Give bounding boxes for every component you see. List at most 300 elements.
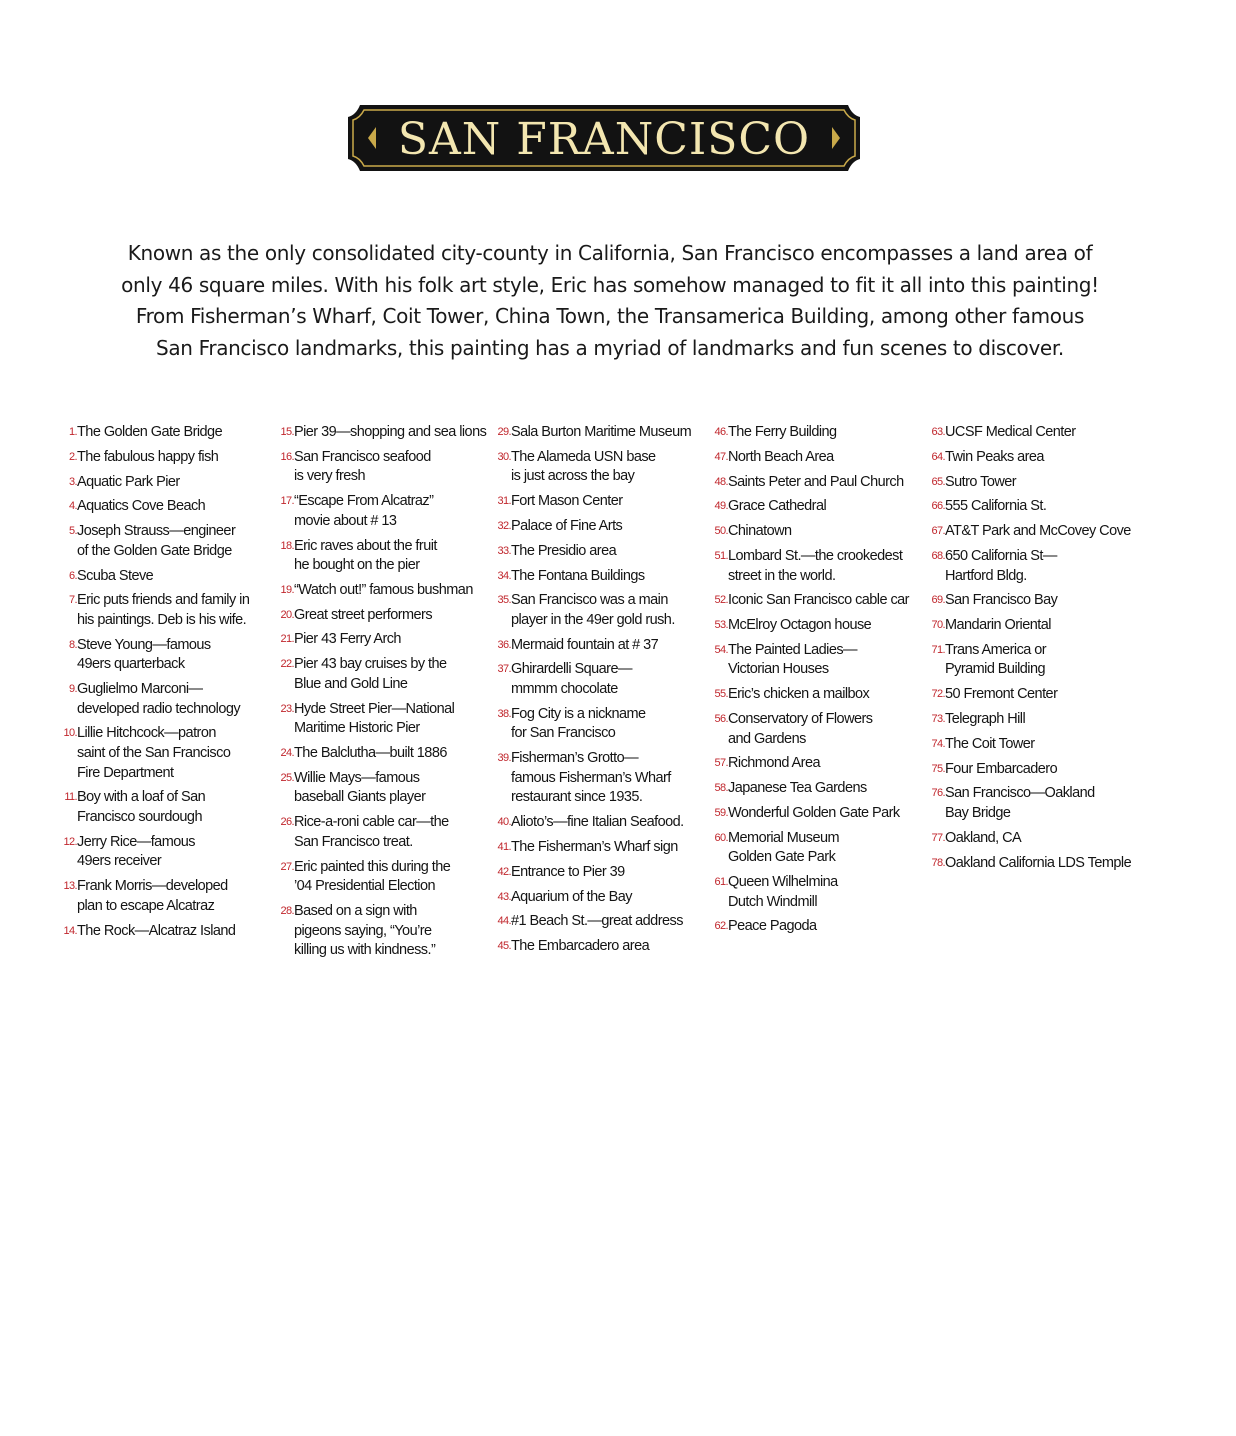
landmark-line: Eric painted this during the [294, 858, 451, 875]
landmark-line: 49ers receiver [77, 853, 162, 870]
landmark-line: Joseph Strauss—engineer [77, 523, 236, 540]
landmark-number: 33. [497, 544, 511, 557]
landmark-line: San Francisco seafood [294, 448, 431, 465]
landmark-item [707, 547, 925, 586]
landmark-line: Dutch Windmill [728, 893, 817, 910]
landmark-line: McElroy Octagon house [728, 617, 872, 634]
landmark-number: 38. [497, 707, 511, 720]
landmark-item [490, 937, 708, 957]
landmark-line: “Escape From Alcatraz” [294, 493, 434, 510]
landmark-number: 48. [714, 475, 728, 488]
landmark-line: The Alameda USN base [511, 448, 656, 465]
landmark-number: 31. [497, 495, 511, 508]
landmark-line: The Embarcadero area [511, 938, 650, 955]
landmark-text [294, 744, 491, 764]
intro-paragraph [110, 238, 1110, 364]
landmark-line: Entrance to Pier 39 [511, 863, 625, 880]
landmark-line: Wonderful Golden Gate Park [728, 804, 900, 821]
landmark-number: 43. [497, 890, 511, 903]
landmark-line: Chinatown [728, 523, 792, 540]
landmark-text [511, 542, 708, 562]
landmark-number: 55. [714, 688, 728, 701]
landmark-column-3 [490, 423, 708, 962]
landmark-number: 69. [931, 594, 945, 607]
landmark-number: 52. [714, 594, 728, 607]
landmark-number: 13. [63, 880, 77, 893]
landmark-line: San Francisco—Oakland [945, 785, 1095, 802]
landmark-line: killing us with kindness.” [294, 942, 436, 959]
landmark-text [77, 473, 274, 493]
landmark-item [490, 813, 708, 833]
landmark-item [273, 813, 491, 852]
landmark-line: The Golden Gate Bridge [77, 424, 223, 440]
landmark-line: Iconic San Francisco cable car [728, 592, 909, 609]
landmark-number: 41. [497, 840, 511, 853]
landmark-number: 32. [497, 519, 511, 532]
landmark-text [294, 630, 491, 650]
landmark-line: is just across the bay [511, 468, 635, 485]
landmark-text [945, 522, 1142, 542]
landmark-column-2 [273, 423, 491, 966]
landmark-number: 60. [714, 831, 728, 844]
landmark-item [490, 838, 708, 858]
landmark-item [924, 423, 1142, 443]
landmark-item [273, 902, 491, 961]
landmark-line: is very fresh [294, 468, 366, 485]
landmark-line: Frank Morris—developed [77, 878, 228, 895]
landmark-item [490, 492, 708, 512]
landmark-item [707, 591, 925, 611]
landmark-line: 50 Fremont Center [945, 686, 1058, 703]
landmark-text [728, 473, 925, 493]
landmark-line: Oakland, CA [945, 829, 1022, 846]
landmark-text [511, 937, 708, 957]
landmark-item [490, 912, 708, 932]
landmark-line: San Francisco Bay [945, 592, 1058, 609]
landmark-item [924, 710, 1142, 730]
landmark-number: 36. [497, 638, 511, 651]
landmark-text [294, 448, 491, 487]
landmark-text [294, 537, 491, 576]
landmark-text [728, 522, 925, 542]
landmark-item [707, 829, 925, 868]
landmark-line: Fog City is a nickname [511, 705, 646, 722]
landmark-line: #1 Beach St.—great address [511, 913, 683, 930]
landmark-line: Queen Wilhelmina [728, 874, 838, 891]
landmark-number: 73. [931, 713, 945, 725]
landmark-line: Ghirardelli Square— [511, 661, 632, 678]
landmark-text [511, 492, 708, 512]
landmark-text [77, 423, 274, 443]
landmark-item [273, 537, 491, 576]
landmark-text [511, 705, 708, 744]
landmark-line: Fisherman’s Grotto— [511, 750, 639, 767]
landmark-text [77, 922, 274, 942]
landmark-text [511, 448, 708, 487]
landmark-number: 75. [931, 762, 945, 775]
landmark-number: 35. [497, 594, 511, 607]
landmark-line: Jerry Rice—famous [77, 833, 195, 850]
landmark-line: “Watch out!” famous bushman [294, 581, 473, 598]
landmark-text [511, 813, 708, 833]
landmark-number: 50. [714, 525, 728, 538]
landmark-item [273, 630, 491, 650]
landmark-line: UCSF Medical Center [945, 424, 1076, 440]
landmark-item [490, 591, 708, 630]
landmark-item [56, 423, 274, 443]
landmark-line: Peace Pagoda [728, 918, 817, 935]
landmark-column-4 [707, 423, 925, 942]
landmark-text [945, 473, 1142, 493]
landmark-line: Pyramid Building [945, 661, 1045, 678]
landmark-number: 72. [931, 688, 945, 701]
landmark-item [56, 473, 274, 493]
landmark-text [728, 754, 925, 774]
landmark-number: 28. [280, 904, 294, 917]
landmark-item [56, 497, 274, 517]
landmark-item [707, 641, 925, 680]
landmark-line: he bought on the pier [294, 557, 420, 574]
landmark-text [728, 873, 925, 912]
landmark-line: and Gardens [728, 730, 806, 747]
landmark-line: Fort Mason Center [511, 493, 623, 510]
intro-line: only 46 square miles. With his folk art style, Eric has somehow managed to fit it all into this painting! [121, 272, 1099, 297]
landmark-item [490, 636, 708, 656]
landmark-line: Mermaid fountain at # 37 [511, 636, 659, 653]
landmark-item [273, 744, 491, 764]
landmark-number: 5. [69, 525, 77, 538]
landmark-line: Oakland California LDS Temple [945, 854, 1132, 871]
landmark-text [945, 760, 1142, 780]
landmark-number: 25. [280, 771, 294, 784]
landmark-line: The Ferry Building [728, 424, 837, 440]
landmark-text [77, 448, 274, 468]
landmark-item [56, 522, 274, 561]
landmark-text [511, 591, 708, 630]
landmark-item [924, 591, 1142, 611]
landmark-line: Fire Department [77, 764, 174, 781]
landmark-number: 12. [63, 835, 77, 848]
landmark-number: 64. [931, 450, 945, 463]
landmark-item [490, 517, 708, 537]
landmark-line: Conservatory of Flowers [728, 711, 873, 727]
landmark-line: Eric’s chicken a mailbox [728, 686, 870, 703]
landmark-item [56, 636, 274, 675]
landmark-number: 42. [497, 865, 511, 878]
landmark-number: 19. [280, 583, 294, 596]
landmark-item [707, 917, 925, 937]
landmark-line: Lillie Hitchcock—patron [77, 725, 216, 742]
landmark-text [77, 680, 274, 719]
landmark-line: Pier 39—shopping and sea lions [294, 424, 487, 440]
landmark-item [707, 522, 925, 542]
landmark-line: 555 California St. [945, 498, 1047, 515]
landmark-number: 59. [714, 806, 728, 819]
landmark-number: 23. [280, 702, 294, 715]
landmark-line: Steve Young—famous [77, 636, 211, 653]
landmark-item [490, 660, 708, 699]
landmark-number: 70. [931, 619, 945, 632]
landmark-item [707, 448, 925, 468]
landmark-text [728, 804, 925, 824]
landmark-number: 56. [714, 713, 728, 725]
landmark-item [56, 591, 274, 630]
landmark-number: 78. [931, 856, 945, 869]
landmark-number: 53. [714, 619, 728, 632]
landmark-number: 49. [714, 500, 728, 513]
landmark-line: Bay Bridge [945, 804, 1011, 821]
landmark-line: street in the world. [728, 567, 836, 584]
landmark-item [924, 641, 1142, 680]
landmark-line: Scuba Steve [77, 567, 154, 584]
landmark-text [945, 448, 1142, 468]
landmark-line: North Beach Area [728, 448, 834, 465]
landmark-text [511, 567, 708, 587]
landmark-line: AT&T Park and McCovey Cove [945, 523, 1131, 540]
landmark-line: Aquatics Cove Beach [77, 498, 206, 515]
landmark-line: Richmond Area [728, 755, 820, 772]
landmark-number: 57. [714, 757, 728, 770]
landmark-number: 61. [714, 876, 728, 889]
landmark-item [490, 888, 708, 908]
landmark-number: 16. [280, 450, 294, 463]
intro-line: San Francisco landmarks, this painting has a myriad of landmarks and fun scenes to discover. [156, 335, 1064, 360]
landmark-number: 10. [63, 727, 77, 740]
landmark-line: The Rock—Alcatraz Island [77, 922, 236, 939]
landmark-line: Trans America or [945, 641, 1047, 658]
landmark-line: The Fontana Buildings [511, 567, 645, 584]
landmark-item [707, 754, 925, 774]
landmark-number: 65. [931, 475, 945, 488]
landmark-number: 6. [69, 569, 77, 582]
landmark-line: Guglielmo Marconi— [77, 681, 203, 698]
landmark-item [490, 423, 708, 443]
landmark-line: Pier 43 Ferry Arch [294, 631, 401, 648]
landmark-text [511, 636, 708, 656]
landmark-text [945, 829, 1142, 849]
landmark-text [728, 497, 925, 517]
landmark-item [924, 760, 1142, 780]
landmark-item [273, 606, 491, 626]
landmark-item [56, 788, 274, 827]
landmark-text [77, 497, 274, 517]
landmark-text [511, 863, 708, 883]
landmark-text [77, 724, 274, 783]
landmark-line: Boy with a loaf of San [77, 789, 206, 806]
landmark-number: 63. [931, 426, 945, 438]
landmark-item [707, 804, 925, 824]
landmark-line: Sutro Tower [945, 473, 1017, 490]
landmark-text [511, 749, 708, 808]
landmark-line: The Balclutha—built 1886 [294, 745, 447, 761]
landmark-number: 17. [280, 495, 294, 508]
landmark-item [924, 448, 1142, 468]
landmark-line: Golden Gate Park [728, 849, 836, 866]
landmark-line: Pier 43 bay cruises by the [294, 656, 447, 673]
landmark-text [945, 591, 1142, 611]
landmark-text [728, 591, 925, 611]
landmark-number: 22. [280, 658, 294, 671]
landmark-line: ’04 Presidential Election [294, 878, 436, 895]
landmark-line: The Painted Ladies— [728, 641, 857, 658]
landmark-number: 54. [714, 643, 728, 656]
landmark-text [945, 547, 1142, 586]
landmark-line: Hyde Street Pier—National [294, 700, 455, 717]
landmark-text [77, 522, 274, 561]
landmark-line: 650 California St— [945, 547, 1057, 564]
landmark-number: 46. [714, 426, 728, 438]
landmark-line: Francisco sourdough [77, 808, 202, 825]
landmark-text [77, 877, 274, 916]
landmark-item [707, 685, 925, 705]
landmark-text [728, 423, 925, 443]
landmark-line: Maritime Historic Pier [294, 720, 420, 737]
landmark-text [728, 917, 925, 937]
landmark-item [490, 567, 708, 587]
landmark-text [294, 813, 491, 852]
landmark-item [490, 749, 708, 808]
landmark-line: The Coit Tower [945, 735, 1035, 752]
landmark-number: 30. [497, 450, 511, 463]
landmark-number: 20. [280, 608, 294, 621]
landmark-number: 71. [931, 643, 945, 656]
landmark-text [728, 616, 925, 636]
landmark-number: 51. [714, 549, 728, 562]
landmark-item [707, 873, 925, 912]
landmark-item [707, 423, 925, 443]
landmark-number: 1. [69, 426, 77, 438]
landmark-line: Telegraph Hill [945, 711, 1026, 727]
landmark-line: plan to escape Alcatraz [77, 897, 215, 914]
landmark-text [294, 655, 491, 694]
landmark-item [273, 423, 491, 443]
landmark-item [924, 473, 1142, 493]
landmark-item [707, 710, 925, 749]
landmark-number: 9. [69, 683, 77, 696]
landmark-number: 67. [931, 525, 945, 538]
landmark-line: Memorial Museum [728, 829, 839, 846]
landmark-item [273, 700, 491, 739]
landmark-number: 74. [931, 737, 945, 750]
landmark-item [56, 567, 274, 587]
landmark-number: 7. [69, 594, 77, 607]
landmark-text [294, 902, 491, 961]
landmark-line: Aquatic Park Pier [77, 473, 180, 490]
landmark-text [77, 567, 274, 587]
landmark-text [294, 581, 491, 601]
landmark-line: famous Fisherman’s Wharf [511, 769, 671, 786]
landmark-text [728, 547, 925, 586]
landmark-text [945, 641, 1142, 680]
landmark-number: 68. [931, 549, 945, 562]
landmark-line: The Fisherman’s Wharf sign [511, 838, 678, 855]
intro-line: Known as the only consolidated city-county in California, San Francisco encompasses a land area of [127, 241, 1093, 265]
landmark-item [56, 448, 274, 468]
landmark-column-1 [56, 423, 274, 946]
title-banner [346, 103, 862, 173]
landmark-line: mmmm chocolate [511, 681, 618, 698]
landmark-text [77, 788, 274, 827]
landmark-item [273, 581, 491, 601]
landmark-number: 45. [497, 940, 511, 953]
landmark-line: San Francisco was a main [511, 592, 668, 609]
landmark-text [728, 641, 925, 680]
landmark-line: saint of the San Francisco [77, 745, 231, 761]
landmark-line: The Presidio area [511, 542, 617, 559]
landmark-line: player in the 49er gold rush. [511, 611, 675, 628]
landmark-line: Grace Cathedral [728, 498, 827, 515]
landmark-text [77, 591, 274, 630]
landmark-line: 49ers quarterback [77, 656, 185, 673]
landmark-number: 11. [64, 791, 77, 804]
landmark-line: San Francisco treat. [294, 833, 413, 850]
landmark-number: 58. [714, 782, 728, 795]
landmark-number: 44. [497, 915, 511, 928]
landmark-number: 47. [714, 450, 728, 463]
landmark-line: Based on a sign with [294, 902, 417, 919]
landmark-line: Palace of Fine Arts [511, 517, 623, 534]
landmark-text [511, 423, 708, 443]
landmark-item [56, 833, 274, 872]
landmark-text [728, 779, 925, 799]
landmark-text [945, 423, 1142, 443]
landmark-item [707, 616, 925, 636]
landmark-line: Willie Mays—famous [294, 769, 420, 786]
landmark-line: Japanese Tea Gardens [728, 780, 867, 797]
landmark-item [924, 735, 1142, 755]
landmark-text [294, 492, 491, 531]
landmark-line: Blue and Gold Line [294, 675, 408, 692]
page-title: SAN FRANCISCO [397, 113, 811, 165]
landmark-item [273, 492, 491, 531]
landmark-number: 18. [280, 539, 294, 552]
landmark-number: 77. [931, 831, 945, 844]
landmark-text [945, 784, 1142, 823]
landmark-item [490, 863, 708, 883]
landmark-text [945, 685, 1142, 705]
landmark-line: Eric puts friends and family in [77, 592, 250, 609]
landmark-number: 26. [280, 816, 294, 829]
landmark-number: 3. [69, 475, 77, 488]
landmark-number: 14. [63, 924, 77, 937]
landmark-text [728, 710, 925, 749]
landmark-text [294, 423, 491, 443]
landmark-line: Four Embarcadero [945, 760, 1058, 777]
landmark-line: Saints Peter and Paul Church [728, 473, 904, 490]
landmark-number: 40. [497, 816, 511, 829]
landmark-number: 2. [69, 450, 77, 463]
landmark-item [707, 473, 925, 493]
landmark-text [945, 735, 1142, 755]
landmark-item [707, 497, 925, 517]
landmark-line: Eric raves about the fruit [294, 537, 437, 554]
landmark-number: 27. [280, 860, 294, 873]
landmark-line: Rice-a-roni cable car—the [294, 814, 449, 831]
landmark-number: 24. [280, 747, 294, 759]
landmark-text [945, 854, 1142, 874]
landmark-item [924, 497, 1142, 517]
landmark-line: Alioto’s—fine Italian Seafood. [511, 814, 684, 831]
landmark-text [511, 838, 708, 858]
landmark-text [294, 700, 491, 739]
landmark-line: for San Francisco [511, 725, 616, 742]
landmark-number: 62. [714, 920, 728, 933]
landmark-item [56, 877, 274, 916]
landmark-line: pigeons saying, “You’re [294, 922, 432, 939]
landmark-item [56, 922, 274, 942]
landmark-text [294, 606, 491, 626]
landmark-item [56, 680, 274, 719]
